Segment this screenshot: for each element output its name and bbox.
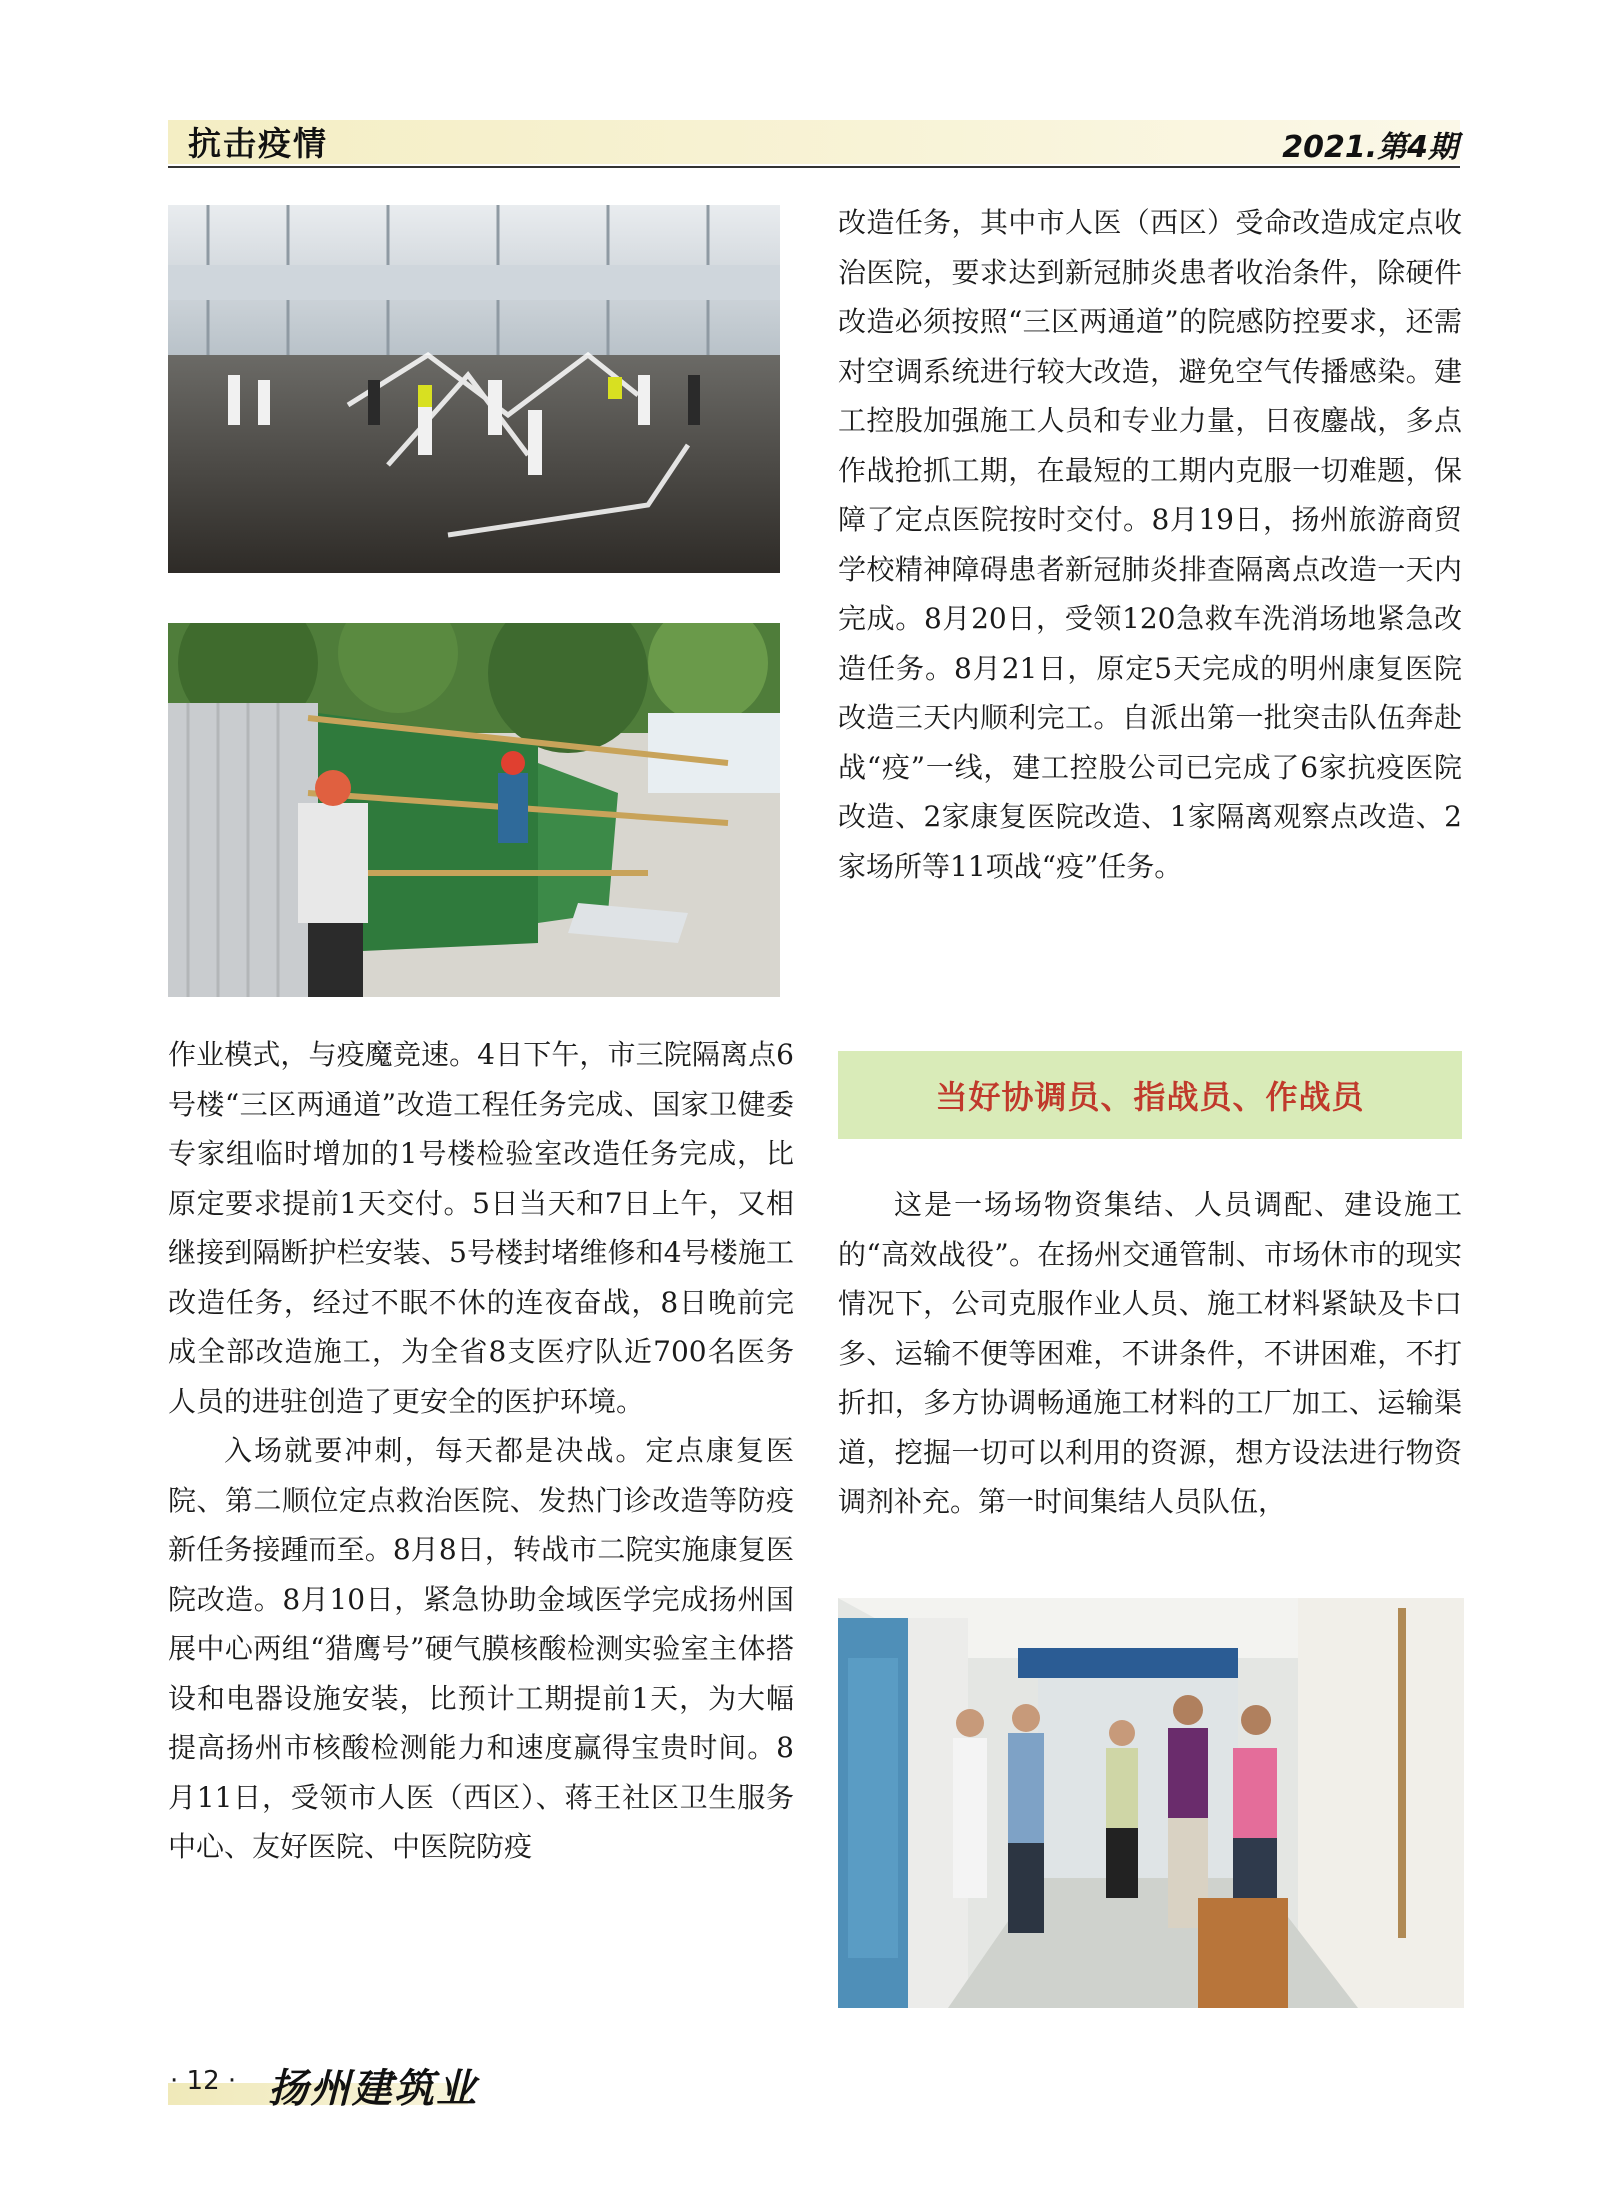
paragraph: 作业模式，与疫魔竞速。4日下午，市三院隔离点6号楼“三区两通道”改造工程任务完成、国家卫健委专家组临时增加的1号楼检验室改造任务完成，比原定要求提前1天交付。5日当天和7日上午，又相继接到隔断护栏安装、5号楼封堵维修和4号楼施工改造任务，经过不眠不休的连夜奋战，8日晚前完成全部改造施工，为全省8支医疗队近700名医务人员的进驻创造了更安全的医护环境。 bbox=[168, 1038, 794, 1418]
paragraph: 入场就要冲刺，每天都是决战。定点康复医院、第二顺位定点救治医院、发热门诊改造等防疫新任务接踵而至。8月8日，转战市二院实施康复医院改造。8月10日，紧急协助金域医学完成扬州国展中心两组“猎鹰号”硬气膜核酸检测实验室主体搭设和电器设施安装，比预计工期提前1天，为大幅提高扬州市核酸检测能力和速度赢得宝贵时间。8月11日，受领市人医（西区）、蒋王社区卫生服务中心、友好医院、中医院防疫 bbox=[168, 1434, 794, 1863]
paragraph: 这是一场场物资集结、人员调配、建设施工的“高效战役”。在扬州交通管制、市场休市的现实情况下，公司克服作业人员、施工材料紧缺及卡口多、运输不便等困难，不讲条件，不讲困难，不打折扣，多方协调畅通施工材料的工厂加工、运输渠道，挖掘一切可以利用的资源，想方设法进行物资调剂补充。第一时间集结人员队伍， bbox=[838, 1188, 1462, 1518]
photo-hall-construction bbox=[168, 205, 780, 573]
left-column-text bbox=[168, 1030, 794, 1872]
section-heading: 当好协调员、指战员、作战员 bbox=[838, 1051, 1462, 1139]
magazine-name: 扬州建筑业 bbox=[268, 2065, 478, 2112]
header-band bbox=[168, 120, 1460, 164]
photo-fence-installation bbox=[168, 623, 780, 997]
paragraph: 改造任务，其中市人医（西区）受命改造成定点收治医院，要求达到新冠肺炎患者收治条件，除硬件改造必须按照“三区两通道”的院感防控要求，还需对空调系统进行较大改造，避免空气传播感染。建工控股加强施工人员和专业力量，日夜鏖战，多点作战抢抓工期，在最短的工期内克服一切难题，保障了定点医院按时交付。8月19日，扬州旅游商贸学校精神障碍患者新冠肺炎排查隔离点改造一天内完成。8月20日，受领120急救车洗消场地紧急改造任务。8月21日，原定5天完成的明州康复医院改造三天内顺利完工。自派出第一批突击队伍奔赴战“疫”一线，建工控股公司已完成了6家抗疫医院改造、2家康复医院改造、1家隔离观察点改造、2家场所等11项战“疫”任务。 bbox=[838, 206, 1462, 883]
right-column-text bbox=[838, 198, 1462, 891]
issue-label: 2021.第4期 bbox=[1282, 130, 1458, 165]
right-section-text bbox=[838, 1180, 1462, 1527]
photo-corridor-inspection bbox=[838, 1598, 1464, 2008]
header-rule bbox=[168, 166, 1460, 168]
page-number: · 12 · bbox=[170, 2066, 237, 2096]
section-title: 抗击疫情 bbox=[188, 124, 328, 163]
